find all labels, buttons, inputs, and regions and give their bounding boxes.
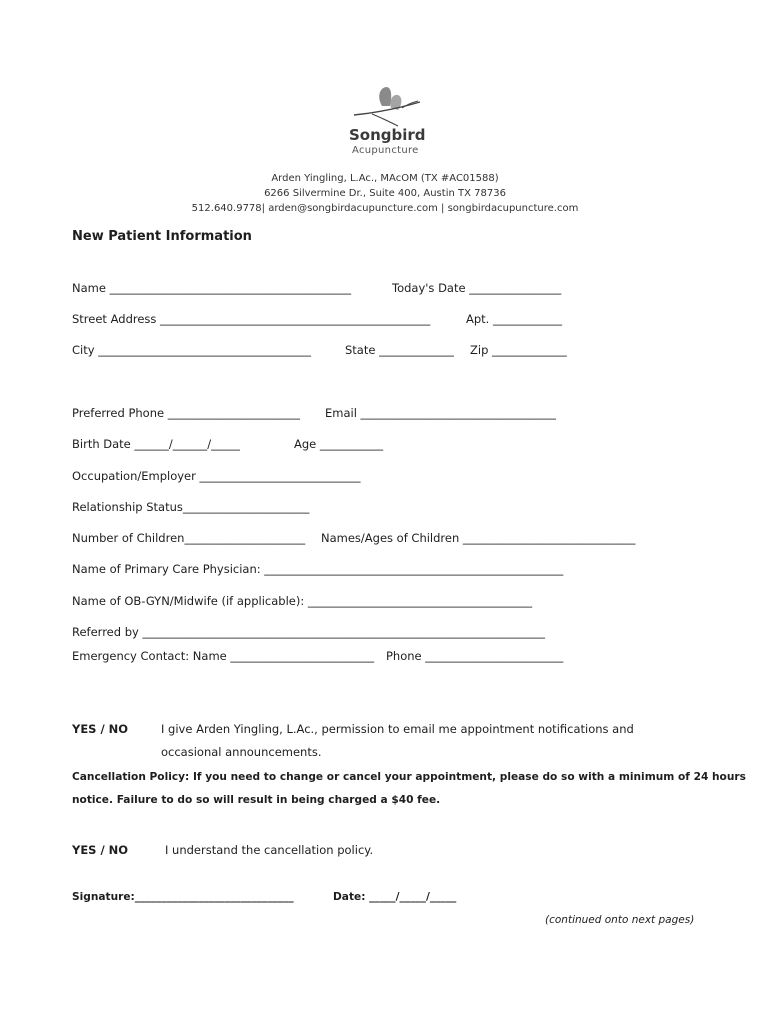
continued-note: (continued onto next pages)	[545, 914, 695, 926]
state-field[interactable]: State _____________	[345, 343, 454, 357]
contact-line: 512.640.9778| arden@songbirdacupuncture.com | songbirdacupuncture.com	[191, 203, 579, 214]
number-of-children-field[interactable]: Number of Children_____________________	[72, 531, 306, 545]
email-consent-text-cont: occasional announcements.	[161, 745, 322, 759]
apt-field[interactable]: Apt. ____________	[466, 312, 562, 326]
street-address-field[interactable]: Street Address _______________________________________________	[72, 312, 431, 326]
email-field[interactable]: Email __________________________________	[325, 406, 557, 420]
ob-gyn-field[interactable]: Name of OB-GYN/Midwife (if applicable): _______________________________________	[72, 594, 533, 608]
birth-date-field[interactable]: Birth Date ______/______/_____	[72, 437, 240, 451]
emergency-contact-field[interactable]: Emergency Contact: Name _________________________	[72, 649, 375, 663]
age-field[interactable]: Age ___________	[294, 437, 384, 451]
name-field[interactable]: Name __________________________________________	[72, 281, 352, 295]
referred-by-field[interactable]: Referred by ______________________________________________________________________	[72, 625, 545, 639]
phone-field[interactable]: Preferred Phone _______________________	[72, 406, 300, 420]
logo-subtitle: Acupuncture	[352, 145, 419, 156]
signature-date-field[interactable]: Date: _____/_____/_____	[333, 891, 457, 903]
todays-date-field[interactable]: Today's Date ________________	[392, 281, 562, 295]
relationship-status-field[interactable]: Relationship Status______________________	[72, 500, 310, 514]
email-consent-text: I give Arden Yingling, L.Ac., permission to email me appointment notifications and	[161, 722, 634, 736]
signature-field[interactable]: Signature:______________________________	[72, 891, 294, 903]
songbird-logo-icon	[346, 84, 426, 128]
primary-care-physician-field[interactable]: Name of Primary Care Physician: ____________________________________________________	[72, 562, 564, 576]
email-consent-yes-no[interactable]: YES / NO	[72, 722, 129, 736]
city-field[interactable]: City _____________________________________	[72, 343, 311, 357]
logo-name: Songbird	[349, 126, 426, 144]
occupation-field[interactable]: Occupation/Employer ____________________________	[72, 469, 361, 483]
practitioner-line: Arden Yingling, L.Ac., MAcOM (TX #AC01588)	[271, 173, 499, 184]
names-ages-children-field[interactable]: Names/Ages of Children ______________________________	[321, 531, 636, 545]
address-line: 6266 Silvermine Dr., Suite 400, Austin TX 78736	[264, 188, 506, 199]
policy-consent-yes-no[interactable]: YES / NO	[72, 843, 129, 857]
page-title: New Patient Information	[72, 229, 252, 244]
policy-consent-text: I understand the cancellation policy.	[165, 843, 374, 857]
zip-field[interactable]: Zip _____________	[470, 343, 567, 357]
emergency-phone-field[interactable]: Phone ________________________	[386, 649, 564, 663]
cancellation-policy-line2: notice. Failure to do so will result in being charged a $40 fee.	[72, 794, 441, 806]
cancellation-policy-line1: Cancellation Policy: If you need to change or cancel your appointment, please do so with a minimum of 24 hours	[72, 771, 746, 783]
